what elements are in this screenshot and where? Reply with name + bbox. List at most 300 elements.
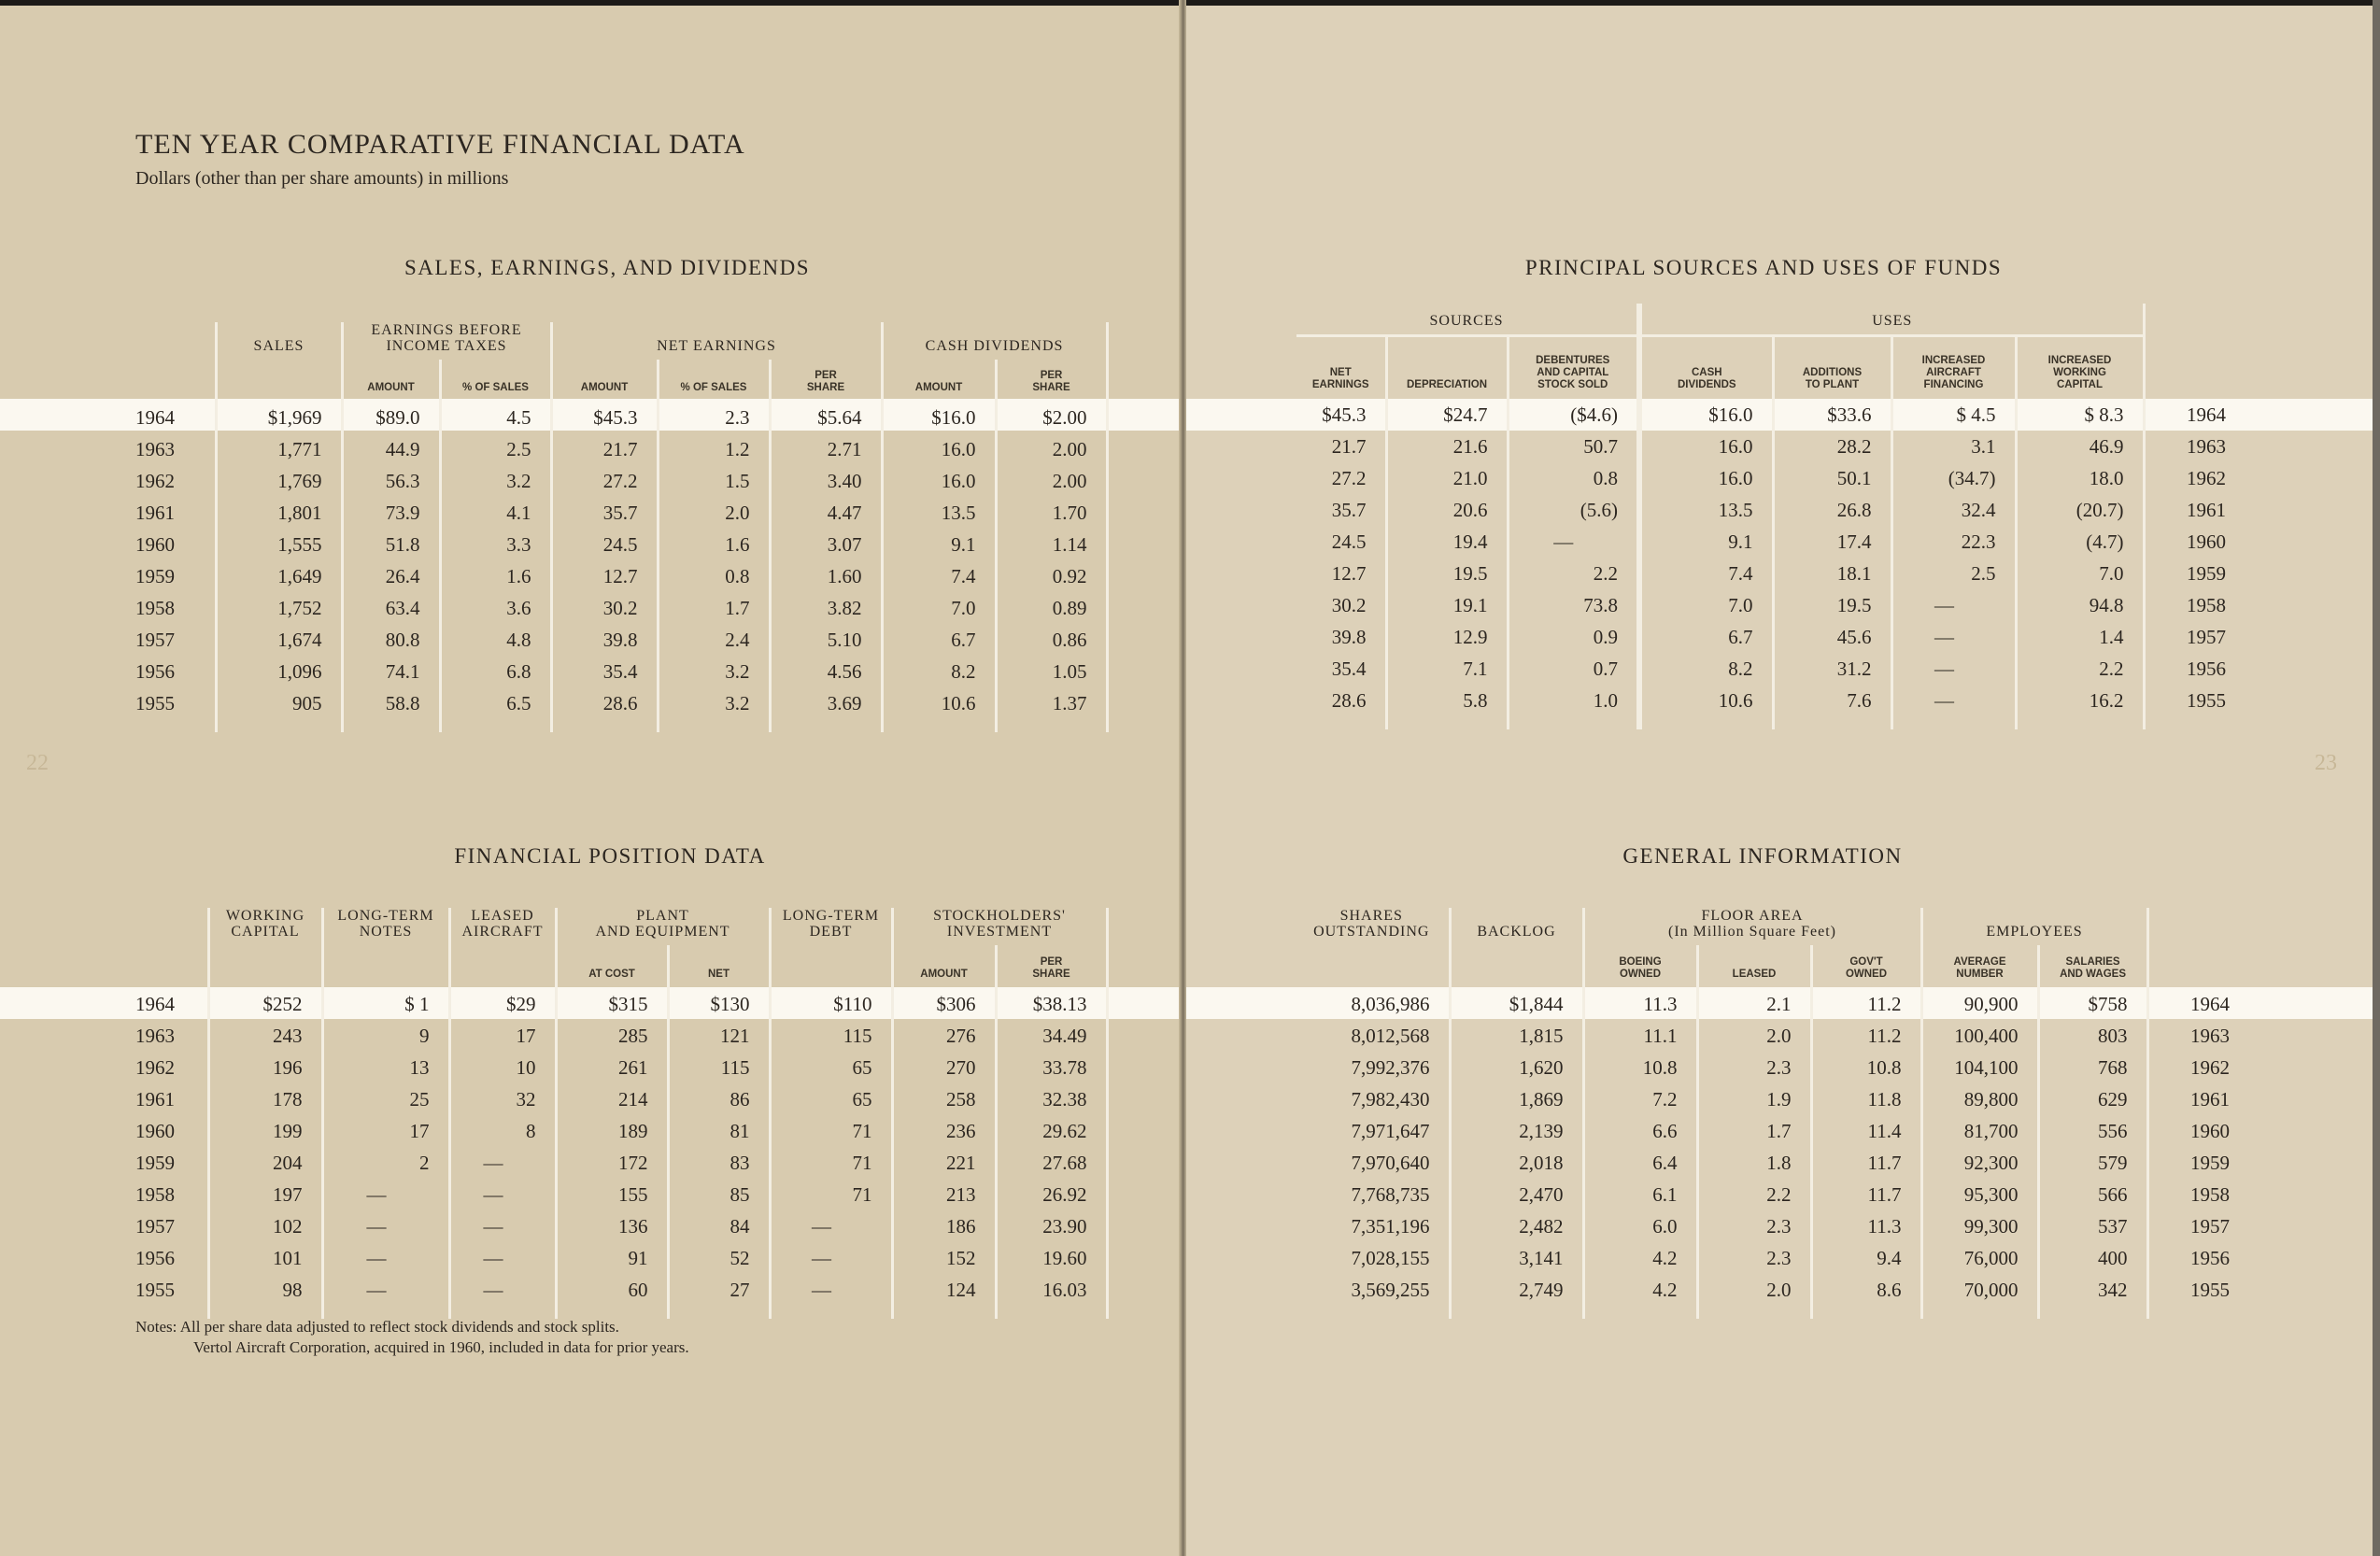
table-cell: 4.1 — [440, 497, 551, 529]
table-cell: 6.6 — [1583, 1115, 1697, 1147]
table-cell: 2.71 — [770, 433, 882, 465]
year-cell: 1959 — [135, 564, 175, 587]
table-cell: 2.5 — [440, 433, 551, 465]
table-cell: 80.8 — [342, 624, 440, 656]
table-row — [1295, 988, 2235, 1020]
header-sub-row — [135, 360, 1107, 402]
table-cell: 3.2 — [658, 687, 770, 719]
table-row — [135, 497, 1107, 529]
table-cell: — — [449, 1210, 556, 1242]
table-cell: $16.0 — [1639, 399, 1773, 431]
table-cell: 28.2 — [1773, 431, 1891, 462]
column-subheader: BOEING OWNED — [1583, 945, 1697, 988]
table-cell: 100,400 — [1921, 1020, 2038, 1052]
table-cell: 60 — [556, 1274, 668, 1306]
table-cell: 50.1 — [1773, 462, 1891, 494]
column-subheader: AMOUNT — [551, 360, 658, 402]
table-cell: $33.6 — [1773, 399, 1891, 431]
table-cell: 11.4 — [1811, 1115, 1921, 1147]
table-cell: 16.2 — [2016, 685, 2144, 716]
table-line-extension — [1295, 1306, 2235, 1319]
blank — [658, 719, 770, 732]
header-sub-row — [1295, 945, 2235, 988]
table-row — [1295, 1210, 2235, 1242]
table-cell: 0.89 — [996, 592, 1107, 624]
year-cell: 1963 — [2187, 434, 2226, 458]
table-cell: 11.2 — [1811, 988, 1921, 1020]
table-cell: 34.49 — [996, 1020, 1107, 1052]
table-cell: 13.5 — [1639, 494, 1773, 526]
table-cell: 0.9 — [1508, 621, 1639, 653]
note-line: Vertol Aircraft Corporation, acquired in 1960, included in data for prior years. — [193, 1338, 689, 1356]
table-cell: 2.0 — [658, 497, 770, 529]
general-information-table — [1295, 908, 2235, 1319]
year-header-blank — [2147, 945, 2235, 988]
year-cell: 1963 — [135, 437, 175, 460]
table-cell: 3.3 — [440, 529, 551, 560]
table-cell: 7,768,735 — [1351, 1182, 1430, 1206]
section-title-funds: PRINCIPAL SOURCES AND USES OF FUNDS — [1524, 256, 2003, 279]
table-cell: 1,752 — [216, 592, 342, 624]
table-cell: 9.1 — [1639, 526, 1773, 558]
table-cell: 3.82 — [770, 592, 882, 624]
table-cell: 27.2 — [551, 465, 658, 497]
table-cell: 92,300 — [1921, 1147, 2038, 1179]
table-row — [1296, 589, 2231, 621]
table-cell: 199 — [208, 1115, 322, 1147]
table-cell: — — [1891, 653, 2016, 685]
table-cell: 17 — [449, 1020, 556, 1052]
section-title-sales: SALES, EARNINGS, AND DIVIDENDS — [404, 256, 811, 279]
table-cell: 26.4 — [342, 560, 440, 592]
column-subheader-blank — [1450, 945, 1583, 988]
table-cell: $130 — [668, 988, 770, 1020]
table-cell: 19.5 — [1386, 558, 1508, 589]
table-row — [1295, 1242, 2235, 1274]
table-cell: 1,801 — [216, 497, 342, 529]
blank — [892, 1306, 996, 1319]
column-subheader-blank — [322, 945, 449, 988]
column-group-header: EARNINGS BEFORE INCOME TAXES — [342, 322, 551, 360]
top-edge — [0, 0, 2380, 6]
column-group-header: SOURCES — [1296, 304, 1639, 335]
table-cell: 58.8 — [342, 687, 440, 719]
table-row — [135, 1020, 1107, 1052]
column-subheader: AMOUNT — [892, 945, 996, 988]
table-cell: — — [1891, 685, 2016, 716]
table-cell: 8,012,568 — [1351, 1024, 1430, 1047]
table-cell: 23.90 — [996, 1210, 1107, 1242]
table-cell: 12.9 — [1386, 621, 1508, 653]
year-cell: 1961 — [135, 1087, 175, 1110]
table-cell: 556 — [2038, 1115, 2147, 1147]
year-cell: 1962 — [135, 1055, 175, 1079]
table-cell: 197 — [208, 1179, 322, 1210]
table-cell: 8.2 — [882, 656, 996, 687]
table-cell: 2.00 — [996, 433, 1107, 465]
table-cell: 26.92 — [996, 1179, 1107, 1210]
year-cell: 1962 — [2187, 466, 2226, 489]
table-cell: 10 — [449, 1052, 556, 1083]
sources-uses-of-funds-table — [1296, 304, 2231, 729]
table-cell: 1.60 — [770, 560, 882, 592]
table-cell: 0.86 — [996, 624, 1107, 656]
table-cell: 1.6 — [658, 529, 770, 560]
blank — [551, 719, 658, 732]
table-cell: 101 — [208, 1242, 322, 1274]
column-group-header: LEASED AIRCRAFT — [449, 908, 556, 945]
year-cell: 1964 — [135, 992, 175, 1015]
table-cell: 89,800 — [1921, 1083, 2038, 1115]
table-cell: 537 — [2038, 1210, 2147, 1242]
table-cell: 35.4 — [551, 656, 658, 687]
blank — [216, 719, 342, 732]
column-group-header: WORKING CAPITAL — [208, 908, 322, 945]
table-cell: 27.2 — [1331, 466, 1367, 489]
year-cell: 1955 — [135, 691, 175, 714]
table-row — [135, 1179, 1107, 1210]
table-cell: 0.8 — [1508, 462, 1639, 494]
table-cell: 84 — [668, 1210, 770, 1242]
table-cell: $89.0 — [342, 402, 440, 433]
table-row — [1295, 1115, 2235, 1147]
table-cell: 16.0 — [882, 433, 996, 465]
table-row — [135, 1083, 1107, 1115]
year-header-blank — [2144, 335, 2231, 399]
table-cell: 285 — [556, 1020, 668, 1052]
year-header-blank — [135, 360, 216, 402]
table-cell: — — [1891, 621, 2016, 653]
table-cell: 7,351,196 — [1351, 1214, 1430, 1238]
table-row — [135, 1242, 1107, 1274]
blank — [1697, 1306, 1811, 1319]
table-cell: 1.8 — [1697, 1147, 1811, 1179]
table-row — [1296, 558, 2231, 589]
table-row — [135, 687, 1107, 719]
table-cell: — — [770, 1210, 892, 1242]
column-subheader: DEBENTURES AND CAPITAL STOCK SOLD — [1508, 335, 1639, 399]
table-cell: 10.8 — [1583, 1052, 1697, 1083]
table-cell: — — [449, 1274, 556, 1306]
table-cell: 172 — [556, 1147, 668, 1179]
table-cell: 99,300 — [1921, 1210, 2038, 1242]
year-cell: 1962 — [135, 469, 175, 492]
table-cell: 11.1 — [1583, 1020, 1697, 1052]
table-cell: 566 — [2038, 1179, 2147, 1210]
table-row — [135, 1274, 1107, 1306]
year-cell: 1957 — [2187, 625, 2226, 648]
table-cell: 24.5 — [1331, 530, 1367, 553]
table-cell: $29 — [449, 988, 556, 1020]
table-cell: 50.7 — [1508, 431, 1639, 462]
table-cell: 73.8 — [1508, 589, 1639, 621]
table-cell: (34.7) — [1891, 462, 2016, 494]
table-cell: 4.8 — [440, 624, 551, 656]
table-cell: 7.2 — [1583, 1083, 1697, 1115]
table-cell: 186 — [892, 1210, 996, 1242]
book-gutter — [1179, 0, 1186, 1556]
column-subheader: CASH DIVIDENDS — [1639, 335, 1773, 399]
table-cell: 22.3 — [1891, 526, 2016, 558]
year-cell: 1961 — [2190, 1087, 2231, 1110]
table-cell: (20.7) — [2016, 494, 2144, 526]
table-cell: 2.3 — [658, 402, 770, 433]
table-cell: 3,569,255 — [1351, 1278, 1430, 1301]
table-cell: 7,971,647 — [1351, 1119, 1430, 1142]
column-subheader-blank — [216, 360, 342, 402]
table-cell: 768 — [2038, 1052, 2147, 1083]
blank — [1296, 716, 1386, 729]
table-cell: 81,700 — [1921, 1115, 2038, 1147]
table-cell: 35.7 — [551, 497, 658, 529]
column-subheader: % OF SALES — [440, 360, 551, 402]
year-cell: 1963 — [2190, 1024, 2231, 1047]
column-group-header: CASH DIVIDENDS — [882, 322, 1107, 360]
table-row — [135, 465, 1107, 497]
table-cell: 5.8 — [1386, 685, 1508, 716]
blank — [2016, 716, 2144, 729]
year-cell: 1959 — [135, 1151, 175, 1174]
table-cell: 52 — [668, 1242, 770, 1274]
table-cell: 3.2 — [440, 465, 551, 497]
table-cell: 76,000 — [1921, 1242, 2038, 1274]
table-cell: 27.68 — [996, 1147, 1107, 1179]
page-number-right: 23 — [2315, 751, 2337, 775]
year-cell: 1956 — [135, 1246, 175, 1269]
table-cell: 46.9 — [2016, 431, 2144, 462]
table-cell: 6.5 — [440, 687, 551, 719]
blank — [440, 719, 551, 732]
table-cell: 2,139 — [1450, 1115, 1583, 1147]
table-cell: 2.0 — [1697, 1274, 1811, 1306]
table-cell: 7.0 — [882, 592, 996, 624]
table-cell: 6.8 — [440, 656, 551, 687]
table-cell: — — [322, 1242, 449, 1274]
table-cell: 19.4 — [1386, 526, 1508, 558]
table-cell: 1.14 — [996, 529, 1107, 560]
year-cell: 1963 — [135, 1024, 175, 1047]
column-subheader: AVERAGE NUMBER — [1921, 945, 2038, 988]
table-cell: 1.5 — [658, 465, 770, 497]
table-cell: $45.3 — [1322, 403, 1367, 426]
table-cell: 7.4 — [882, 560, 996, 592]
table-cell: 2.5 — [1891, 558, 2016, 589]
table-cell: — — [770, 1242, 892, 1274]
year-cell: 1964 — [135, 405, 175, 429]
year-cell: 1955 — [2190, 1278, 2231, 1301]
table-cell: 20.6 — [1386, 494, 1508, 526]
table-line-extension — [1296, 716, 2231, 729]
table-row — [135, 624, 1107, 656]
table-cell: 213 — [892, 1179, 996, 1210]
table-cell: 26.8 — [1773, 494, 1891, 526]
blank — [1921, 1306, 2038, 1319]
table-cell: 1.6 — [440, 560, 551, 592]
table-cell: 10.6 — [882, 687, 996, 719]
table-cell: 3.40 — [770, 465, 882, 497]
header-group-row — [1296, 304, 2231, 335]
column-subheader: PER SHARE — [996, 360, 1107, 402]
blank — [1450, 1306, 1583, 1319]
table-cell: 39.8 — [1331, 625, 1367, 648]
table-cell: 91 — [556, 1242, 668, 1274]
header-sub-row — [135, 945, 1107, 988]
table-cell: 1,674 — [216, 624, 342, 656]
table-cell: ($4.6) — [1508, 399, 1639, 431]
table-cell: 4.47 — [770, 497, 882, 529]
table-cell: 7,992,376 — [1351, 1055, 1430, 1079]
column-subheader: NET — [668, 945, 770, 988]
column-group-header: PLANT AND EQUIPMENT — [556, 908, 770, 945]
table-cell: 115 — [770, 1020, 892, 1052]
table-row — [1295, 1179, 2235, 1210]
blank — [1811, 1306, 1921, 1319]
page-title: TEN YEAR COMPARATIVE FINANCIAL DATA — [135, 129, 745, 160]
table-cell: 63.4 — [342, 592, 440, 624]
table-cell: 1.2 — [658, 433, 770, 465]
year-cell: 1956 — [2190, 1246, 2231, 1269]
table-row — [1296, 399, 2231, 431]
blank — [135, 719, 216, 732]
table-cell: 71 — [770, 1147, 892, 1179]
table-cell: 29.62 — [996, 1115, 1107, 1147]
table-cell: 90,900 — [1921, 988, 2038, 1020]
table-cell: 579 — [2038, 1147, 2147, 1179]
table-cell: $ 4.5 — [1891, 399, 2016, 431]
table-cell: $2.00 — [996, 402, 1107, 433]
table-cell: 9 — [322, 1020, 449, 1052]
header-sub-row — [1296, 335, 2231, 399]
blank — [1639, 716, 1773, 729]
column-subheader: ADDITIONS TO PLANT — [1773, 335, 1891, 399]
column-group-header: NET EARNINGS — [551, 322, 882, 360]
table-cell: $1,844 — [1450, 988, 1583, 1020]
table-cell: 6.7 — [1639, 621, 1773, 653]
table-cell: — — [770, 1274, 892, 1306]
table-cell: 629 — [2038, 1083, 2147, 1115]
year-cell: 1956 — [2187, 657, 2226, 680]
table-cell: 1,620 — [1450, 1052, 1583, 1083]
table-cell: 6.7 — [882, 624, 996, 656]
table-cell: 124 — [892, 1274, 996, 1306]
table-cell: 3,141 — [1450, 1242, 1583, 1274]
year-cell: 1964 — [2190, 992, 2231, 1015]
table-cell: 1.7 — [658, 592, 770, 624]
table-cell: 2.3 — [1697, 1052, 1811, 1083]
table-row — [135, 1210, 1107, 1242]
year-cell: 1957 — [135, 1214, 175, 1238]
table-cell: 2.2 — [1697, 1179, 1811, 1210]
table-cell: 9.1 — [882, 529, 996, 560]
table-cell: 6.4 — [1583, 1147, 1697, 1179]
table-row — [1295, 1083, 2235, 1115]
table-cell: 1.05 — [996, 656, 1107, 687]
table-cell: 2.00 — [996, 465, 1107, 497]
column-subheader: INCREASED WORKING CAPITAL — [2016, 335, 2144, 399]
table-cell: 12.7 — [1331, 561, 1367, 585]
table-cell: 121 — [668, 1020, 770, 1052]
table-cell: — — [322, 1179, 449, 1210]
blank — [882, 719, 996, 732]
year-cell: 1958 — [2190, 1182, 2231, 1206]
table-cell: 2.2 — [1508, 558, 1639, 589]
year-cell: 1960 — [2190, 1119, 2231, 1142]
table-cell: 4.56 — [770, 656, 882, 687]
table-row — [135, 656, 1107, 687]
table-cell: 30.2 — [1331, 593, 1367, 616]
column-subheader: DEPRECIATION — [1386, 335, 1508, 399]
table-cell: 204 — [208, 1147, 322, 1179]
table-cell: 45.6 — [1773, 621, 1891, 653]
column-subheader: PER SHARE — [770, 360, 882, 402]
table-cell: 21.0 — [1386, 462, 1508, 494]
table-cell: 1,649 — [216, 560, 342, 592]
table-cell: 2,470 — [1450, 1179, 1583, 1210]
table-cell: 28.6 — [551, 687, 658, 719]
table-cell: — — [449, 1242, 556, 1274]
table-cell: (4.7) — [2016, 526, 2144, 558]
table-cell: 258 — [892, 1083, 996, 1115]
table-row — [135, 1052, 1107, 1083]
right-page-edge — [2373, 0, 2380, 1556]
column-group-header: LONG-TERM NOTES — [322, 908, 449, 945]
year-cell: 1959 — [2190, 1151, 2231, 1174]
table-cell: 33.78 — [996, 1052, 1107, 1083]
table-cell: 400 — [2038, 1242, 2147, 1274]
table-cell: 11.2 — [1811, 1020, 1921, 1052]
blank — [996, 719, 1107, 732]
column-subheader: INCREASED AIRCRAFT FINANCING — [1891, 335, 2016, 399]
blank — [1386, 716, 1508, 729]
table-cell: 8,036,986 — [1351, 992, 1430, 1015]
table-cell: — — [1508, 526, 1639, 558]
table-cell: 3.6 — [440, 592, 551, 624]
table-cell: 276 — [892, 1020, 996, 1052]
table-cell: 11.7 — [1811, 1147, 1921, 1179]
page-subtitle: Dollars (other than per share amounts) in millions — [135, 168, 509, 189]
table-cell: 178 — [208, 1083, 322, 1115]
table-cell: 35.7 — [1331, 498, 1367, 521]
header-group-row — [135, 908, 1107, 945]
table-row — [1296, 494, 2231, 526]
table-cell: 8 — [449, 1115, 556, 1147]
table-cell: 10.6 — [1639, 685, 1773, 716]
column-subheader: LEASED — [1697, 945, 1811, 988]
table-cell: — — [322, 1274, 449, 1306]
table-cell: 71 — [770, 1179, 892, 1210]
table-cell: 270 — [892, 1052, 996, 1083]
table-cell: 236 — [892, 1115, 996, 1147]
table-cell: $5.64 — [770, 402, 882, 433]
table-cell: 261 — [556, 1052, 668, 1083]
column-subheader: NET EARNINGS — [1311, 367, 1369, 390]
table-cell: 196 — [208, 1052, 322, 1083]
table-line-extension — [135, 719, 1107, 732]
table-cell: 94.8 — [2016, 589, 2144, 621]
year-cell: 1957 — [2190, 1214, 2231, 1238]
table-cell: 6.1 — [1583, 1179, 1697, 1210]
table-cell: 803 — [2038, 1020, 2147, 1052]
table-row — [135, 402, 1107, 433]
section-title-general: GENERAL INFORMATION — [1622, 844, 1903, 868]
table-cell: 6.0 — [1583, 1210, 1697, 1242]
column-subheader-blank — [770, 945, 892, 988]
table-row — [1296, 526, 2231, 558]
column-subheader: AMOUNT — [342, 360, 440, 402]
table-cell: 16.03 — [996, 1274, 1107, 1306]
table-cell: 95,300 — [1921, 1179, 2038, 1210]
year-cell: 1958 — [135, 596, 175, 619]
